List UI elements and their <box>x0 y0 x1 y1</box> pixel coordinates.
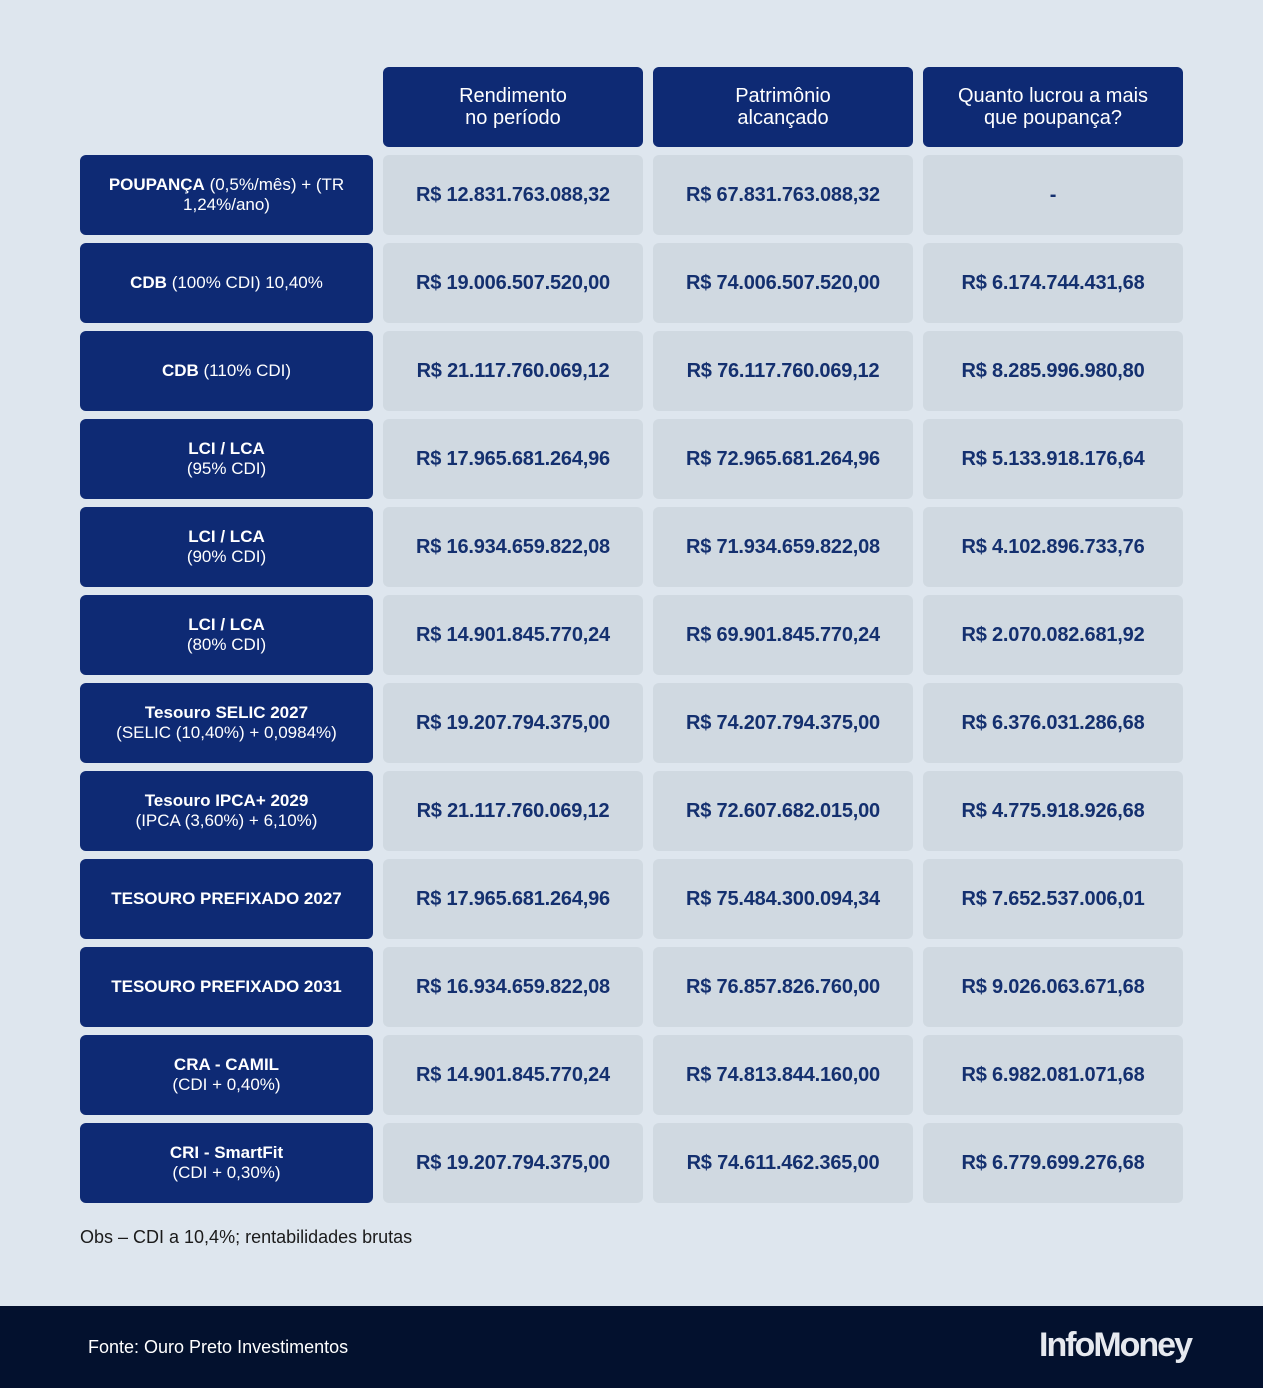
value-cell: R$ 21.117.760.069,12 <box>383 771 643 851</box>
value-cell: R$ 9.026.063.671,68 <box>923 947 1183 1027</box>
row-label-line <box>162 361 291 381</box>
row-label-line2: (95% CDI) <box>186 459 267 478</box>
row-label-line <box>145 703 308 723</box>
row-label <box>80 155 373 235</box>
row-label-bold: CDB <box>130 273 167 292</box>
value-cell: R$ 76.857.826.760,00 <box>653 947 913 1027</box>
value-cell: R$ 16.934.659.822,08 <box>383 947 643 1027</box>
value-cell: R$ 4.775.918.926,68 <box>923 771 1183 851</box>
row-label-bold: Tesouro SELIC 2027 <box>144 703 309 722</box>
value-cell: R$ 67.831.763.088,32 <box>653 155 913 235</box>
value-cell: R$ 17.965.681.264,96 <box>383 419 643 499</box>
row-label-line2: (CDI + 0,30%) <box>172 1163 281 1182</box>
row-label-line2: (80% CDI) <box>186 635 267 654</box>
row-label-rest: (110% CDI) <box>198 361 292 380</box>
value-cell: R$ 71.934.659.822,08 <box>653 507 913 587</box>
column-header-line: Patrimônio <box>735 85 831 107</box>
value-cell: R$ 14.901.845.770,24 <box>383 595 643 675</box>
row-label-bold: LCI / LCA <box>188 615 265 634</box>
table-note: Obs – CDI a 10,4%; rentabilidades brutas <box>80 1227 413 1247</box>
source-text: Fonte: Ouro Preto Investimentos <box>88 1337 349 1357</box>
row-label-rest: (0,5%/mês) + (TR 1,24%/ano) <box>183 175 345 214</box>
value-cell: R$ 6.174.744.431,68 <box>923 243 1183 323</box>
value-cell: R$ 19.207.794.375,00 <box>383 683 643 763</box>
row-label-bold: TESOURO PREFIXADO 2027 <box>111 889 342 908</box>
row-label-bold: CRA - CAMIL <box>173 1055 280 1074</box>
footer <box>0 1306 1263 1388</box>
row-label-bold: CDB <box>161 361 199 380</box>
value-cell: R$ 7.652.537.006,01 <box>923 859 1183 939</box>
value-cell: R$ 74.813.844.160,00 <box>653 1035 913 1115</box>
row-label-line <box>188 439 265 459</box>
row-label-bold: LCI / LCA <box>188 527 265 546</box>
row-label <box>80 243 373 323</box>
value-cell: R$ 75.484.300.094,34 <box>653 859 913 939</box>
value-cell: R$ 6.982.081.071,68 <box>923 1035 1183 1115</box>
infomoney-logo: InfoMoney <box>1039 1326 1191 1364</box>
row-label-bold: CRI - SmartFit <box>169 1143 284 1162</box>
value-cell: R$ 76.117.760.069,12 <box>653 331 913 411</box>
row-label-bold: LCI / LCA <box>188 439 265 458</box>
row-label-line <box>130 273 323 293</box>
value-cell: R$ 19.207.794.375,00 <box>383 1123 643 1203</box>
value-cell: R$ 74.611.462.365,00 <box>653 1123 913 1203</box>
value-cell: R$ 74.006.507.520,00 <box>653 243 913 323</box>
row-label <box>80 947 373 1027</box>
value-cell: R$ 14.901.845.770,24 <box>383 1035 643 1115</box>
row-label-line <box>111 977 342 997</box>
row-label <box>80 859 373 939</box>
row-label-line <box>188 615 265 635</box>
row-label-line2: (SELIC (10,40%) + 0,0984%) <box>116 723 337 742</box>
value-cell: R$ 5.133.918.176,64 <box>923 419 1183 499</box>
column-header-line: alcançado <box>737 107 829 129</box>
value-cell: - <box>923 155 1183 235</box>
value-cell: R$ 6.376.031.286,68 <box>923 683 1183 763</box>
row-label-line <box>174 1055 279 1075</box>
value-cell: R$ 21.117.760.069,12 <box>383 331 643 411</box>
row-label-rest: (100% CDI) 10,40% <box>166 273 323 292</box>
column-header <box>653 67 913 147</box>
row-label-line <box>94 175 359 215</box>
value-cell: R$ 19.006.507.520,00 <box>383 243 643 323</box>
value-cell: R$ 17.965.681.264,96 <box>383 859 643 939</box>
value-cell: R$ 72.965.681.264,96 <box>653 419 913 499</box>
value-cell: R$ 4.102.896.733,76 <box>923 507 1183 587</box>
row-label <box>80 683 373 763</box>
column-header-line: no período <box>465 107 561 129</box>
row-label-line2: (90% CDI) <box>186 547 267 566</box>
column-header-line: Quanto lucrou a mais <box>957 85 1149 107</box>
row-label-line <box>111 889 342 909</box>
row-label <box>80 595 373 675</box>
row-label-bold: POUPANÇA <box>108 175 205 194</box>
row-label-line <box>188 527 265 547</box>
row-label <box>80 331 373 411</box>
value-cell: R$ 72.607.682.015,00 <box>653 771 913 851</box>
row-label <box>80 419 373 499</box>
row-label-bold: Tesouro IPCA+ 2029 <box>144 791 309 810</box>
row-label <box>80 507 373 587</box>
row-label-line <box>145 791 309 811</box>
value-cell: R$ 2.070.082.681,92 <box>923 595 1183 675</box>
row-label <box>80 771 373 851</box>
row-label-bold: TESOURO PREFIXADO 2031 <box>111 977 342 996</box>
column-header <box>923 67 1183 147</box>
value-cell: R$ 16.934.659.822,08 <box>383 507 643 587</box>
value-cell: R$ 12.831.763.088,32 <box>383 155 643 235</box>
value-cell: R$ 8.285.996.980,80 <box>923 331 1183 411</box>
row-label <box>80 1123 373 1203</box>
row-label-line2: (IPCA (3,60%) + 6,10%) <box>135 811 318 830</box>
column-header-line: Rendimento <box>459 85 567 107</box>
value-cell: R$ 69.901.845.770,24 <box>653 595 913 675</box>
column-header <box>383 67 643 147</box>
column-header-line: que poupança? <box>984 107 1122 129</box>
value-cell: R$ 74.207.794.375,00 <box>653 683 913 763</box>
row-label <box>80 1035 373 1115</box>
row-label-line <box>170 1143 283 1163</box>
row-label-line2: (CDI + 0,40%) <box>172 1075 281 1094</box>
value-cell: R$ 6.779.699.276,68 <box>923 1123 1183 1203</box>
